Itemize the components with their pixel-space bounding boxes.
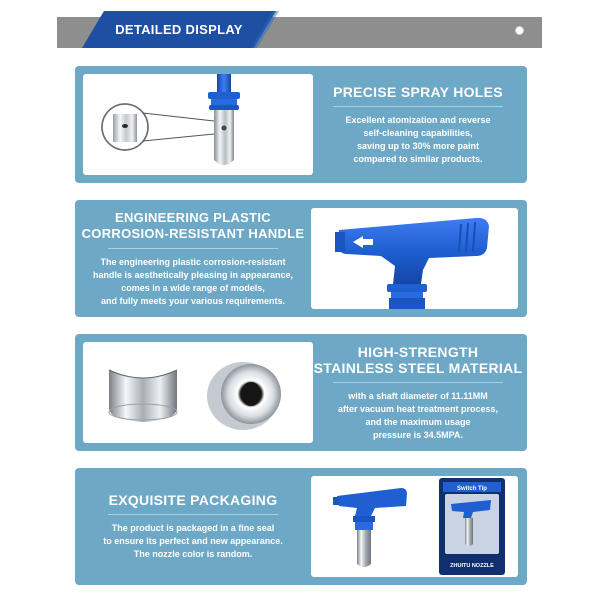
card-title: PRECISE SPRAY HOLES: [333, 83, 503, 100]
title-divider: [108, 514, 278, 515]
feature-card-steel: [75, 334, 527, 451]
plastic-handle-image: [311, 208, 518, 309]
feature-card-handle: [75, 200, 527, 317]
steel-text: [313, 334, 523, 451]
header-dot: [515, 26, 524, 35]
card-title: HIGH-STRENGTH STAINLESS STEEL MATERIAL: [313, 343, 523, 376]
card-description: with a shaft diameter of 11.11MM after vacuum heat treatment process, and the maximum usage pressure is 34.5MPA.: [337, 390, 499, 440]
spray-holes-text: [313, 66, 523, 183]
card-description: The engineering plastic corrosion-resistant handle is aesthetically pleasing in appearance, comes in a wide range of models, and fully meets your various requirements.: [92, 256, 294, 306]
title-divider: [333, 382, 503, 383]
title-divider: [333, 106, 503, 107]
card-description: Excellent atomization and reverse self-cleaning capabilities, saving up to 30% more paint compared to similar products.: [345, 114, 491, 164]
card-description: The product is packaged in a fine seal to ensure its perfect and new appearance. The nozzle color is random.: [103, 523, 283, 559]
card-title: ENGINEERING PLASTIC CORROSION-RESISTANT HANDLE: [81, 209, 305, 241]
feature-card-spray-holes: [75, 66, 527, 183]
section-title: DETAILED DISPLAY: [115, 22, 243, 37]
packaging-text: [79, 468, 307, 585]
feature-card-packaging: [75, 468, 527, 585]
package-brand-label: ZHUITU NOZZLE: [450, 563, 494, 569]
card-title: EXQUISITE PACKAGING: [108, 492, 278, 508]
package-product-name: Switch Tip: [457, 486, 487, 492]
handle-text: [79, 200, 307, 317]
spray-tip-closeup-image: [83, 74, 313, 175]
steel-parts-image: [83, 342, 313, 443]
packaging-image: [311, 476, 518, 577]
title-divider: [108, 248, 278, 249]
